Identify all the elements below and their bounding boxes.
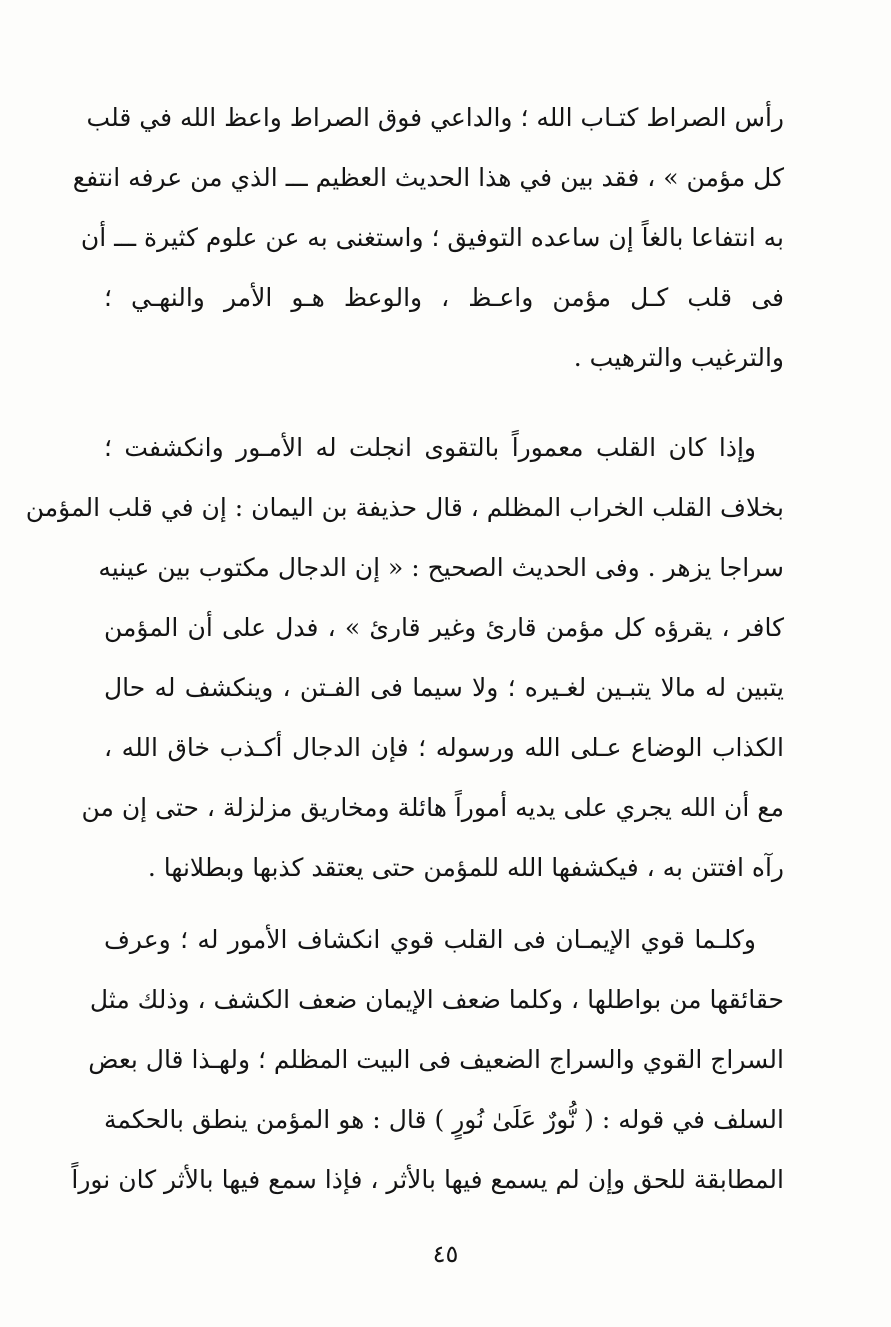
text-line: حقائقها من بواطلها ، وكلما ضعف الإيمان ضعف الكشف ، وذلك مثل xyxy=(89,985,784,1014)
text-line: رأس الصراط كتـاب الله ؛ والداعي فوق الصراط واعظ الله في قلب xyxy=(86,103,784,132)
text-line: رآه افتتن به ، فيكشفها الله للمؤمن حتى يعتقد كذبها وبطلانها . xyxy=(147,853,784,882)
text-line: والترغيب والترهيب . xyxy=(573,343,784,372)
text-line: السلف في قوله : ( نُّورٌ عَلَىٰ نُورٍ ) قال : هو المؤمن ينطق بالحكمة xyxy=(104,1105,784,1134)
paragraph-3 xyxy=(71,910,784,1210)
text-line: وإذا كان القلب معموراً بالتقوى انجلت له الأمـور وانكشفت ؛ xyxy=(104,433,756,462)
page-number: ٤٥ xyxy=(432,1240,459,1268)
text-line: سراجا يزهر . وفى الحديث الصحيح : « إن الدجال مكتوب بين عينيه xyxy=(98,553,784,582)
paragraph-1 xyxy=(72,88,784,388)
text-line: الكذاب الوضاع عـلى الله ورسوله ؛ فإن الدجال أكـذب خاق الله ، xyxy=(104,733,784,762)
text-line: بخلاف القلب الخراب المظلم ، قال حذيفة بن اليمان : إن في قلب المؤمن xyxy=(25,493,784,522)
text-line: وكلـما قوي الإيمـان فى القلب قوي انكشاف الأمور له ؛ وعرف xyxy=(104,925,756,954)
text-line: المطابقة للحق وإن لم يسمع فيها بالأثر ، فإذا سمع فيها بالأثر كان نوراً xyxy=(71,1165,784,1194)
text-line: كل مؤمن » ، فقد بين في هذا الحديث العظيم ـــ الذي من عرفه انتفع xyxy=(72,163,784,192)
text-line: به انتفاعا بالغاً إن ساعده التوفيق ؛ واستغنى به عن علوم كثيرة ـــ أن xyxy=(80,223,784,252)
paragraph-2 xyxy=(25,418,784,898)
text-line: السراج القوي والسراج الضعيف فى البيت المظلم ؛ ولهـذا قال بعض xyxy=(88,1045,784,1074)
text-line: مع أن الله يجري على يديه أموراً هائلة ومخاريق مزلزلة ، حتى إن من xyxy=(81,793,784,822)
text-line: يتبين له مالا يتبـين لغـيره ؛ ولا سيما فى الفـتن ، وينكشف له حال xyxy=(104,673,784,702)
text-line: كافر ، يقرؤه كل مؤمن قارئ وغير قارئ » ، فدل على أن المؤمن xyxy=(104,613,784,642)
text-line: فى قلب كـل مؤمن واعـظ ، والوعظ هـو الأمر والنهـي ؛ xyxy=(104,283,784,312)
